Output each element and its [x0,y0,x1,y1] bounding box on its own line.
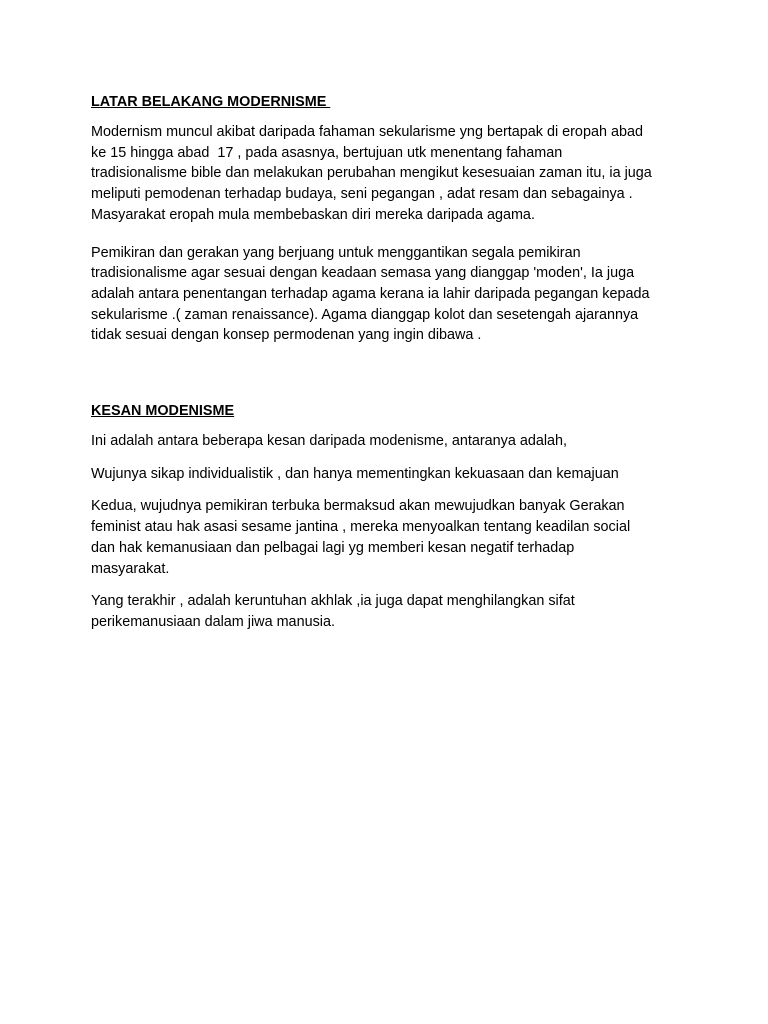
text-line: Yang terakhir , adalah keruntuhan akhlak ,ia juga dapat menghilangkan sifat [91,593,575,610]
section-heading: KESAN MODENISME [91,403,235,420]
paragraph [91,496,691,579]
text-line: Wujunya sikap individualistik , dan hanya mementingkan kekuasaan dan kemajuan [91,465,619,482]
section-heading: LATAR BELAKANG MODERNISME [91,94,331,110]
text-line: sekularisme .( zaman renaissance). Agama dianggap kolot dan sesetengah ajarannya [91,306,639,323]
text-line: Pemikiran dan gerakan yang berjuang untuk menggantikan segala pemikiran [91,244,581,261]
text-line: feminist atau hak asasi sesame jantina , mereka menyoalkan tentang keadilan social [91,519,631,536]
text-line: Kedua, wujudnya pemikiran terbuka bermaksud akan mewujudkan banyak Gerakan [91,498,625,515]
text-line: tradisionalisme bible dan melakukan perubahan mengikut kesesuaian zaman itu, ia juga [91,165,652,182]
document-page [91,92,691,645]
paragraph [91,243,691,347]
section-latar-belakang [91,92,691,346]
text-line: tradisionalisme agar sesuai dengan keadaan semasa yang dianggap 'moden', Ia juga [91,265,635,282]
text-line: perikemanusiaan dalam jiwa manusia. [91,613,335,630]
text-line: masyarakat. [91,560,170,577]
paragraph [91,591,691,632]
paragraph [91,464,691,485]
text-line: Modernism muncul akibat daripada fahaman sekularisme yng bertapak di eropah abad [91,124,643,140]
text-line: tidak sesuai dengan konsep permodenan yang ingin dibawa . [91,327,482,344]
paragraph [91,122,691,226]
paragraph [91,431,691,452]
section-kesan-modenisme [91,401,691,633]
section-spacer [91,358,691,401]
text-line: Masyarakat eropah mula membebaskan diri mereka daripada agama. [91,206,535,223]
text-line: Ini adalah antara beberapa kesan daripada modenisme, antaranya adalah, [91,433,568,450]
text-line: ke 15 hingga abad 17 , pada asasnya, bertujuan utk menentang fahaman [91,144,563,161]
text-line: dan hak kemanusiaan dan pelbagai lagi yg memberi kesan negatif terhadap [91,539,575,556]
text-line: adalah antara penentangan terhadap agama kerana ia lahir daripada pegangan kepada [91,285,650,302]
text-line: meliputi pemodenan terhadap budaya, seni pegangan , adat resam dan sebagainya . [91,186,633,203]
